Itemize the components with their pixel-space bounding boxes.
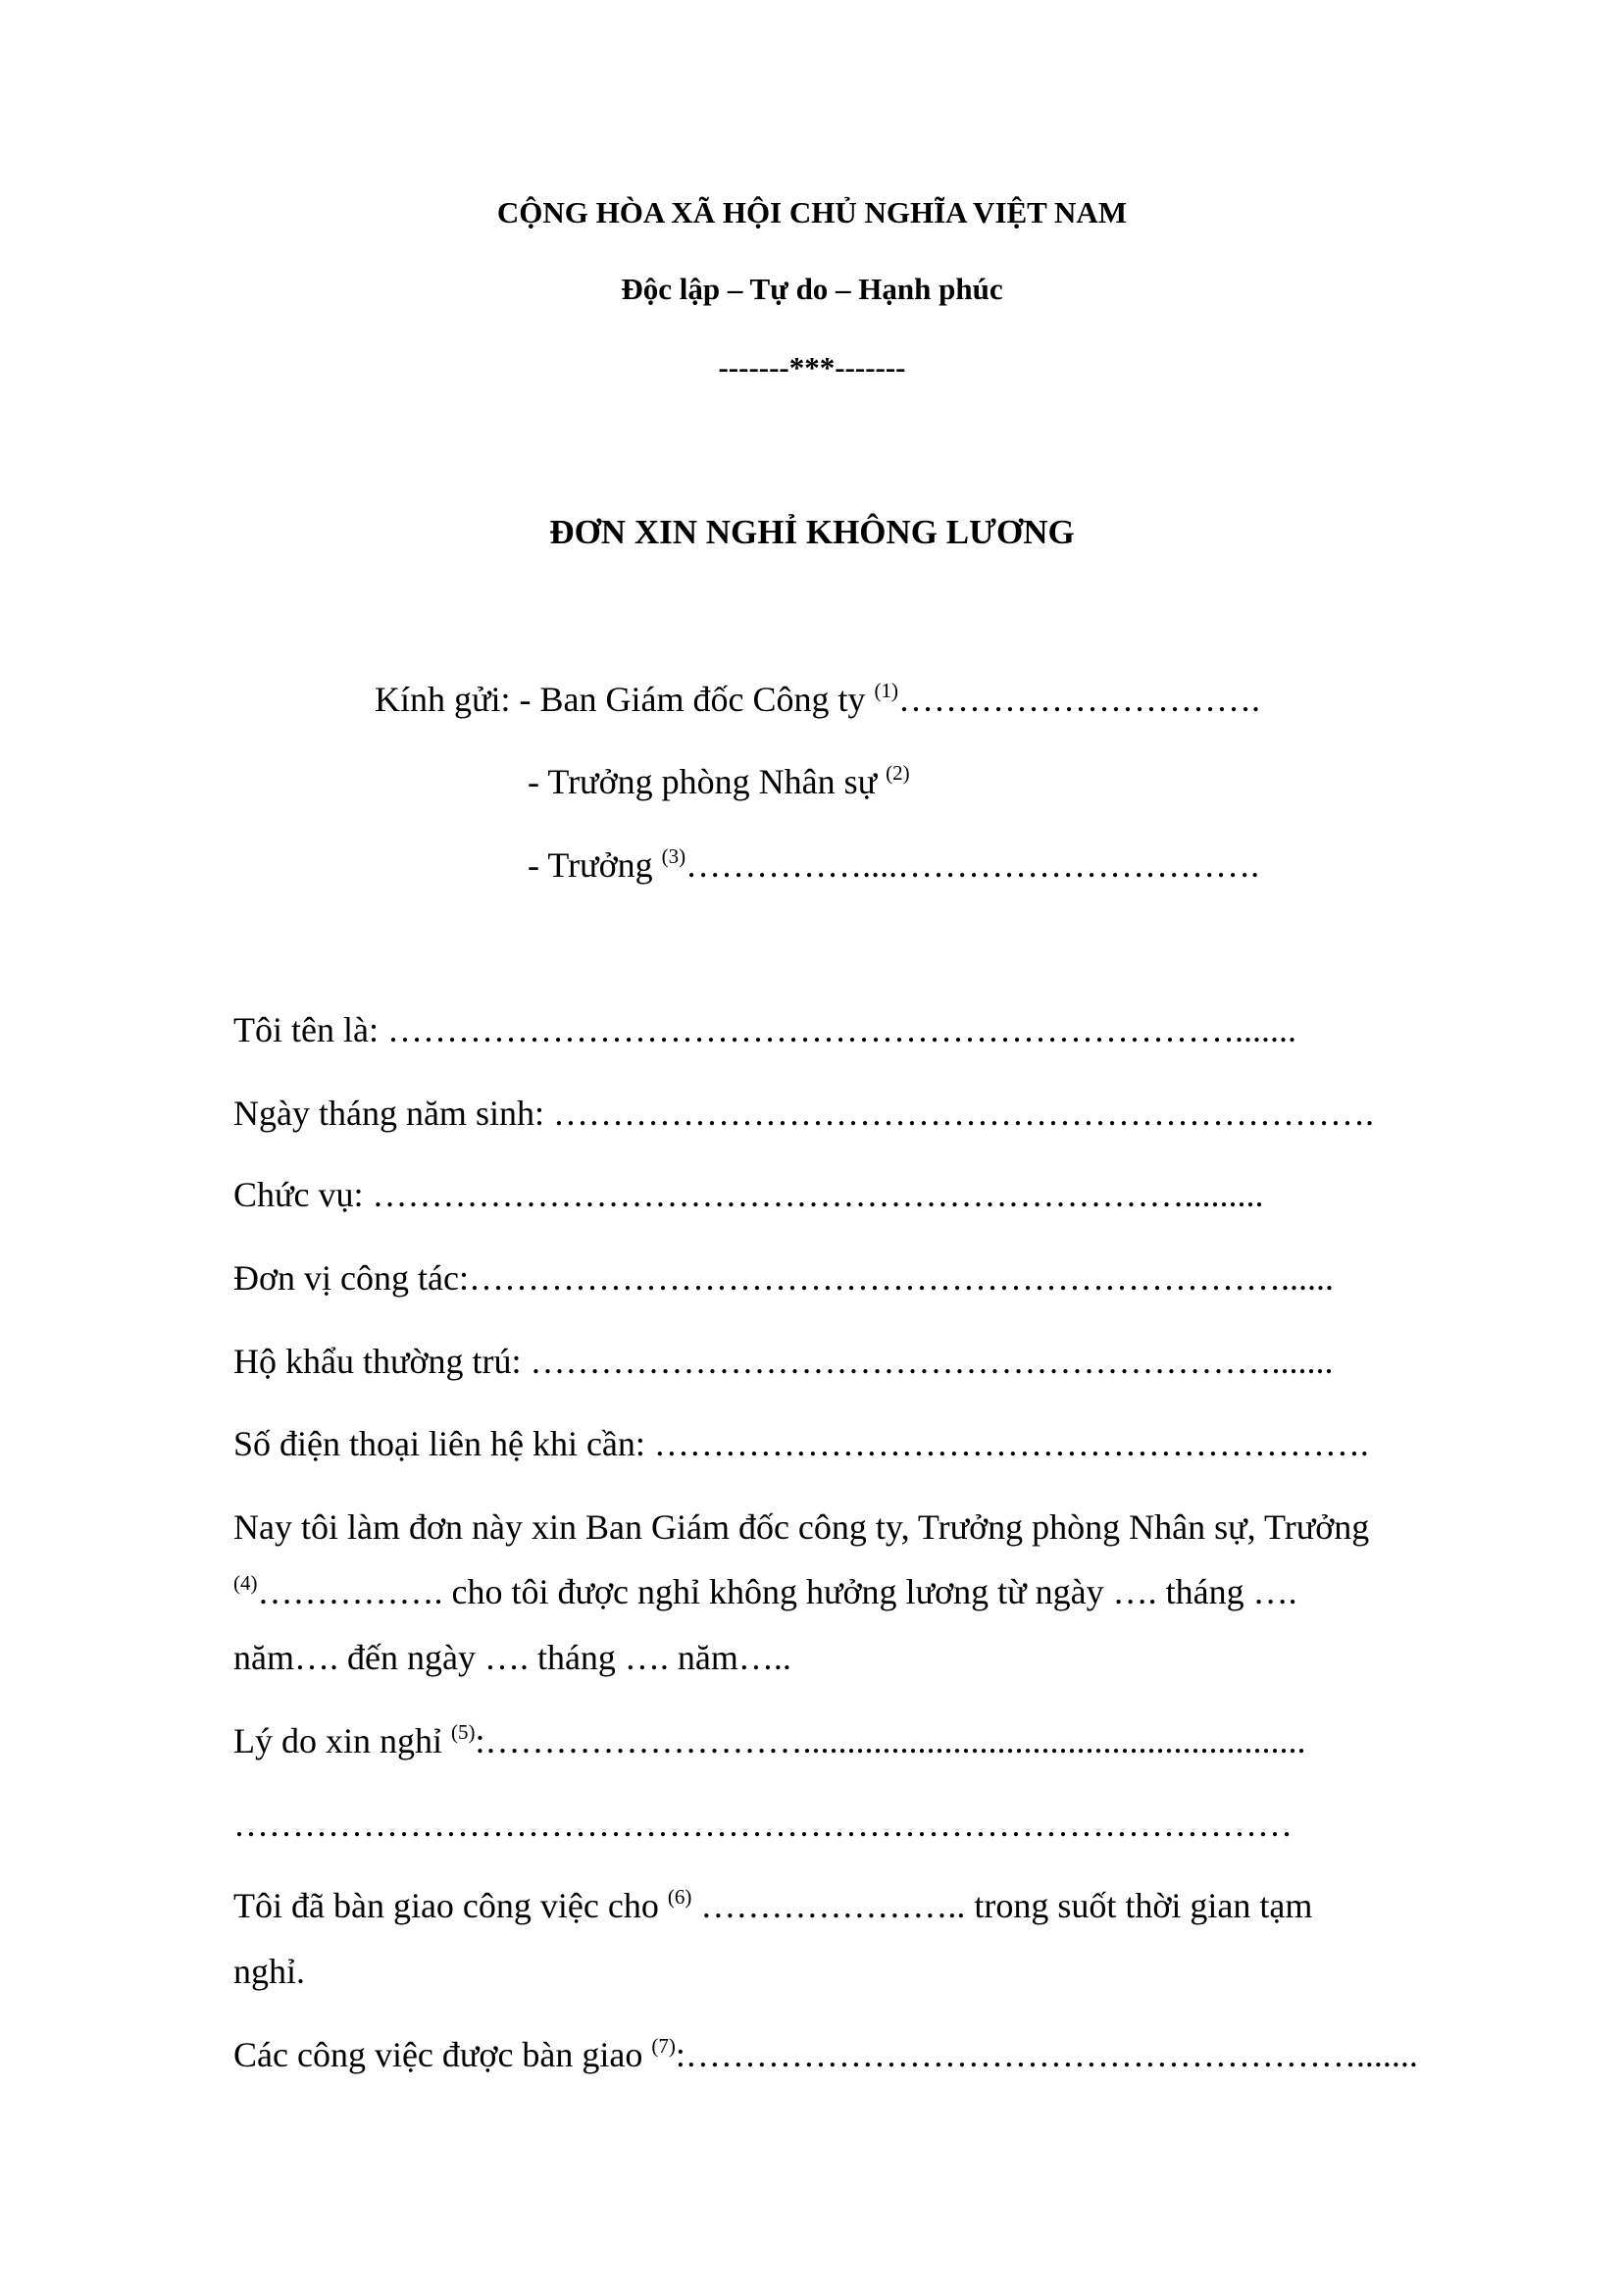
tasks-line bbox=[233, 2033, 1418, 2081]
field-label: Chức vụ: bbox=[233, 1175, 373, 1214]
recipient-fill-company[interactable]: …………………………. bbox=[897, 680, 1260, 719]
field-residence bbox=[233, 1340, 1334, 1383]
reason-fill[interactable]: :………………………......................................................... bbox=[475, 1721, 1306, 1760]
work-unit-fill[interactable]: ……………………………………………………………...... bbox=[468, 1258, 1334, 1298]
reason-continuation-fill[interactable]: ……………………………………………………………………………… bbox=[233, 1805, 1293, 1844]
handover-line-2: nghỉ. bbox=[233, 1952, 306, 1991]
field-label: Tôi tên là: bbox=[233, 1010, 387, 1049]
recipient-label: Kính gửi: - Ban Giám đốc Công ty bbox=[375, 680, 875, 719]
field-phone bbox=[233, 1422, 1369, 1465]
recipient-line-1 bbox=[375, 678, 1260, 726]
footnote-marker-5: (5) bbox=[451, 1720, 476, 1744]
document-title: ĐƠN XIN NGHỈ KHÔNG LƯƠNG bbox=[549, 513, 1075, 551]
residence-fill[interactable]: ………………………………………………………....... bbox=[530, 1342, 1334, 1381]
recipient-hr-head: - Trưởng phòng Nhân sự bbox=[528, 762, 887, 801]
footnote-marker-7: (7) bbox=[651, 2034, 676, 2058]
field-birthdate bbox=[233, 1092, 1374, 1135]
header-separator: -------***------- bbox=[718, 350, 906, 384]
recipient-line-3 bbox=[528, 843, 1259, 892]
field-label: Số điện thoại liên hệ khi cần: bbox=[233, 1424, 654, 1463]
field-label: Đơn vị công tác: bbox=[233, 1258, 469, 1298]
request-period-text[interactable]: ……………. cho tôi được nghỉ không hưởng lương từ ngày …. tháng …. bbox=[257, 1572, 1297, 1611]
name-fill[interactable]: ………………………………………………………………....... bbox=[386, 1010, 1296, 1049]
footnote-marker-2: (2) bbox=[886, 761, 910, 785]
footnote-marker-3: (3) bbox=[661, 844, 686, 868]
request-line-1: Nay tôi làm đơn này xin Ban Giám đốc công ty, Trưởng phòng Nhân sự, Trưởng bbox=[233, 1507, 1370, 1547]
reason-line bbox=[233, 1719, 1306, 1767]
national-title: CỘNG HÒA XÃ HỘI CHỦ NGHĨA VIỆT NAM bbox=[496, 195, 1128, 229]
footnote-marker-1: (1) bbox=[874, 679, 898, 702]
field-work-unit bbox=[233, 1256, 1334, 1300]
birthdate-fill[interactable]: ……………………………………………………………. bbox=[552, 1094, 1374, 1133]
recipient-fill-department[interactable]: ……………....…………………………. bbox=[685, 845, 1260, 885]
field-label: Hộ khẩu thường trú: bbox=[233, 1342, 531, 1381]
request-line-2 bbox=[233, 1570, 1297, 1618]
footnote-marker-6: (6) bbox=[667, 1885, 692, 1909]
field-label: Ngày tháng năm sinh: bbox=[233, 1094, 553, 1133]
recipient-dept-head: - Trưởng bbox=[528, 845, 662, 885]
handover-fill[interactable]: ………………….. trong suốt thời gian tạm bbox=[691, 1886, 1313, 1925]
handover-line-1 bbox=[233, 1884, 1312, 1932]
tasks-fill[interactable]: :…………………………………………………....... bbox=[675, 2035, 1418, 2074]
field-position bbox=[233, 1173, 1264, 1216]
handover-label: Tôi đã bàn giao công việc cho bbox=[233, 1886, 668, 1925]
national-motto: Độc lập – Tự do – Hạnh phúc bbox=[621, 272, 1003, 306]
request-line-3[interactable]: năm…. đến ngày …. tháng …. năm….. bbox=[233, 1638, 791, 1677]
recipient-line-2 bbox=[528, 760, 910, 808]
field-name bbox=[233, 1008, 1296, 1051]
phone-fill[interactable]: ……………………………………………………. bbox=[653, 1424, 1369, 1463]
tasks-label: Các công việc được bàn giao bbox=[233, 2035, 652, 2074]
position-fill[interactable]: ……………………………………………………………......... bbox=[372, 1175, 1264, 1214]
footnote-marker-4: (4) bbox=[233, 1571, 258, 1595]
reason-label: Lý do xin nghỉ bbox=[233, 1721, 451, 1760]
